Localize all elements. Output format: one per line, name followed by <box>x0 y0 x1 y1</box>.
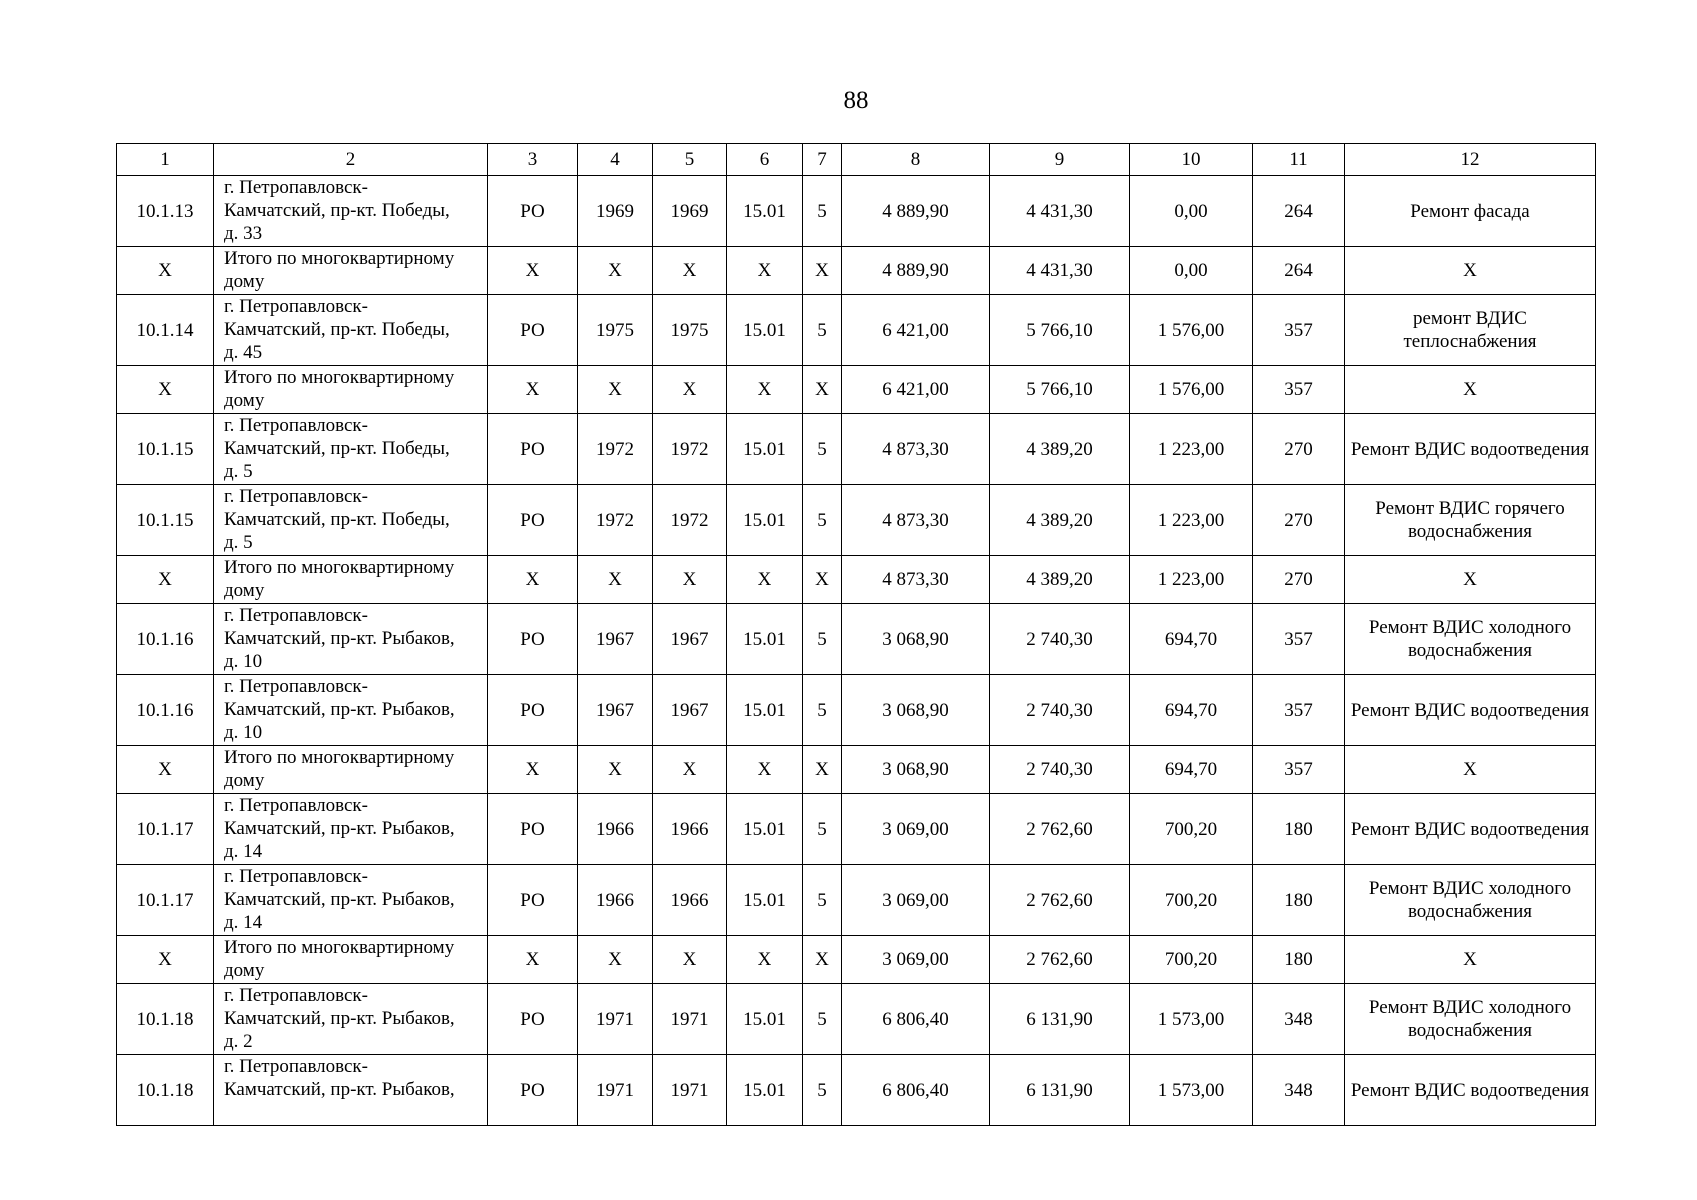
address-cell <box>214 1055 488 1126</box>
address-line: Камчатский, пр-кт. Рыбаков, <box>224 818 455 839</box>
col8-cell: 4 873,30 <box>842 414 990 485</box>
col9-cell: 2 762,60 <box>990 936 1130 984</box>
col7-cell: Х <box>803 556 842 604</box>
col9-cell: 2 762,60 <box>990 794 1130 865</box>
col5-cell: 1975 <box>653 295 727 366</box>
work-type-cell: Х <box>1345 936 1596 984</box>
col7-cell: Х <box>803 746 842 794</box>
col3-cell: РО <box>488 176 578 247</box>
work-type-cell: Ремонт ВДИС холодного водоснабжения <box>1345 865 1596 936</box>
col9-cell: 4 431,30 <box>990 176 1130 247</box>
address-cell <box>214 794 488 865</box>
table-row <box>117 604 1596 675</box>
work-type-cell: Ремонт ВДИС водоотведения <box>1345 794 1596 865</box>
col3-cell: Х <box>488 746 578 794</box>
col9-cell: 4 431,30 <box>990 247 1130 295</box>
col3-cell: РО <box>488 865 578 936</box>
table-row <box>117 1055 1596 1126</box>
address-line: д. 45 <box>224 342 263 363</box>
row-number-cell: 10.1.15 <box>117 485 214 556</box>
col4-cell: 1975 <box>578 295 653 366</box>
header-cell: 1 <box>117 144 214 176</box>
col11-cell: 348 <box>1253 1055 1345 1126</box>
col6-cell: Х <box>727 556 803 604</box>
col3-cell: РО <box>488 295 578 366</box>
col11-cell: 357 <box>1253 675 1345 746</box>
address-cell <box>214 936 488 984</box>
work-type-cell: Ремонт ВДИС холодного водоснабжения <box>1345 604 1596 675</box>
col9-cell: 2 740,30 <box>990 746 1130 794</box>
col10-cell: 1 223,00 <box>1130 414 1253 485</box>
address-cell <box>214 485 488 556</box>
col7-cell: Х <box>803 366 842 414</box>
col4-cell: 1972 <box>578 485 653 556</box>
col7-cell: 5 <box>803 675 842 746</box>
col11-cell: 357 <box>1253 604 1345 675</box>
col7-cell: Х <box>803 936 842 984</box>
address-line: д. 2 <box>224 1031 253 1052</box>
address-line: г. Петропавловск- <box>224 866 368 887</box>
total-row <box>117 936 1596 984</box>
col5-cell: 1966 <box>653 865 727 936</box>
col11-cell: 270 <box>1253 414 1345 485</box>
address-line: д. 14 <box>224 841 263 862</box>
table-row <box>117 295 1596 366</box>
col3-cell: РО <box>488 604 578 675</box>
address-line: дому <box>224 770 265 791</box>
total-row <box>117 247 1596 295</box>
col7-cell: 5 <box>803 295 842 366</box>
col3-cell: РО <box>488 485 578 556</box>
col10-cell: 0,00 <box>1130 176 1253 247</box>
address-cell <box>214 176 488 247</box>
address-cell <box>214 675 488 746</box>
col8-cell: 6 806,40 <box>842 984 990 1055</box>
col10-cell: 1 223,00 <box>1130 485 1253 556</box>
address-line: д. 14 <box>224 912 263 933</box>
col10-cell: 700,20 <box>1130 865 1253 936</box>
address-cell <box>214 366 488 414</box>
col3-cell: РО <box>488 794 578 865</box>
row-number-cell: Х <box>117 936 214 984</box>
col11-cell: 264 <box>1253 176 1345 247</box>
address-line: Итого по многоквартирному <box>224 747 455 768</box>
col5-cell: 1967 <box>653 604 727 675</box>
col5-cell: Х <box>653 247 727 295</box>
col7-cell: 5 <box>803 794 842 865</box>
table-body <box>117 144 1596 1126</box>
page-number: 88 <box>843 87 869 114</box>
col10-cell: 1 573,00 <box>1130 1055 1253 1126</box>
address-line: дому <box>224 580 265 601</box>
col7-cell: 5 <box>803 604 842 675</box>
col9-cell: 2 762,60 <box>990 865 1130 936</box>
col10-cell: 694,70 <box>1130 675 1253 746</box>
address-line: г. Петропавловск- <box>224 985 368 1006</box>
col6-cell: 15.01 <box>727 984 803 1055</box>
col8-cell: 6 421,00 <box>842 295 990 366</box>
row-number-cell: 10.1.17 <box>117 865 214 936</box>
col8-cell: 4 873,30 <box>842 485 990 556</box>
address-line: г. Петропавловск- <box>224 795 368 816</box>
col7-cell: 5 <box>803 414 842 485</box>
col9-cell: 2 740,30 <box>990 675 1130 746</box>
col4-cell: 1967 <box>578 604 653 675</box>
col5-cell: Х <box>653 936 727 984</box>
col5-cell: 1967 <box>653 675 727 746</box>
header-cell: 7 <box>803 144 842 176</box>
table-row <box>117 865 1596 936</box>
work-type-cell: ремонт ВДИС теплоснабжения <box>1345 295 1596 366</box>
col8-cell: 3 069,00 <box>842 865 990 936</box>
address-line: д. 5 <box>224 461 253 482</box>
work-type-cell: Ремонт ВДИС горячего водоснабжения <box>1345 485 1596 556</box>
col3-cell: РО <box>488 414 578 485</box>
header-cell: 2 <box>214 144 488 176</box>
row-number-cell: 10.1.14 <box>117 295 214 366</box>
table-row <box>117 675 1596 746</box>
col8-cell: 4 889,90 <box>842 247 990 295</box>
col7-cell: 5 <box>803 984 842 1055</box>
col11-cell: 180 <box>1253 794 1345 865</box>
col6-cell: 15.01 <box>727 794 803 865</box>
col9-cell: 4 389,20 <box>990 485 1130 556</box>
col3-cell: Х <box>488 556 578 604</box>
header-cell: 3 <box>488 144 578 176</box>
col3-cell: РО <box>488 675 578 746</box>
col11-cell: 180 <box>1253 865 1345 936</box>
header-cell: 5 <box>653 144 727 176</box>
col5-cell: 1972 <box>653 414 727 485</box>
address-line: г. Петропавловск- <box>224 676 368 697</box>
work-type-cell: Ремонт ВДИС водоотведения <box>1345 414 1596 485</box>
address-line: г. Петропавловск- <box>224 296 368 317</box>
address-line: дому <box>224 390 265 411</box>
col8-cell: 3 069,00 <box>842 794 990 865</box>
total-row <box>117 366 1596 414</box>
address-cell <box>214 247 488 295</box>
col5-cell: 1971 <box>653 984 727 1055</box>
col6-cell: 15.01 <box>727 414 803 485</box>
table-row <box>117 794 1596 865</box>
col4-cell: 1971 <box>578 1055 653 1126</box>
col10-cell: 0,00 <box>1130 247 1253 295</box>
col4-cell: Х <box>578 936 653 984</box>
col5-cell: Х <box>653 556 727 604</box>
col8-cell: 6 806,40 <box>842 1055 990 1126</box>
address-line: г. Петропавловск- <box>224 486 368 507</box>
address-line: Камчатский, пр-кт. Рыбаков, <box>224 1008 455 1029</box>
row-number-cell: 10.1.16 <box>117 675 214 746</box>
work-type-cell: Ремонт ВДИС водоотведения <box>1345 675 1596 746</box>
col6-cell: 15.01 <box>727 604 803 675</box>
col10-cell: 694,70 <box>1130 604 1253 675</box>
table-row <box>117 414 1596 485</box>
row-number-cell: 10.1.18 <box>117 984 214 1055</box>
col4-cell: 1972 <box>578 414 653 485</box>
address-line: Итого по многоквартирному <box>224 937 455 958</box>
col6-cell: Х <box>727 366 803 414</box>
address-cell <box>214 865 488 936</box>
col8-cell: 3 068,90 <box>842 604 990 675</box>
row-number-cell: Х <box>117 746 214 794</box>
col4-cell: Х <box>578 366 653 414</box>
col6-cell: 15.01 <box>727 1055 803 1126</box>
address-line: Камчатский, пр-кт. Рыбаков, <box>224 1079 455 1100</box>
col7-cell: 5 <box>803 485 842 556</box>
col11-cell: 270 <box>1253 485 1345 556</box>
address-line: дому <box>224 960 265 981</box>
address-line: Камчатский, пр-кт. Рыбаков, <box>224 699 455 720</box>
col4-cell: 1967 <box>578 675 653 746</box>
col10-cell: 1 223,00 <box>1130 556 1253 604</box>
col5-cell: Х <box>653 366 727 414</box>
col5-cell: 1969 <box>653 176 727 247</box>
address-line: Итого по многоквартирному <box>224 557 455 578</box>
col10-cell: 700,20 <box>1130 936 1253 984</box>
col5-cell: Х <box>653 746 727 794</box>
col11-cell: 348 <box>1253 984 1345 1055</box>
header-cell: 8 <box>842 144 990 176</box>
address-line: Камчатский, пр-кт. Победы, <box>224 438 450 459</box>
col4-cell: 1971 <box>578 984 653 1055</box>
address-line: г. Петропавловск- <box>224 1056 368 1077</box>
work-type-cell: Х <box>1345 366 1596 414</box>
address-line: дому <box>224 271 265 292</box>
address-line: д. 10 <box>224 651 263 672</box>
row-number-cell: Х <box>117 556 214 604</box>
row-number-cell: 10.1.15 <box>117 414 214 485</box>
row-number-cell: 10.1.18 <box>117 1055 214 1126</box>
address-line: г. Петропавловск- <box>224 177 368 198</box>
total-row <box>117 556 1596 604</box>
col9-cell: 4 389,20 <box>990 556 1130 604</box>
col9-cell: 5 766,10 <box>990 295 1130 366</box>
col8-cell: 3 068,90 <box>842 675 990 746</box>
work-plan-table <box>116 143 1596 1126</box>
table-row <box>117 485 1596 556</box>
col3-cell: РО <box>488 1055 578 1126</box>
col7-cell: Х <box>803 247 842 295</box>
header-cell: 10 <box>1130 144 1253 176</box>
col11-cell: 264 <box>1253 247 1345 295</box>
col6-cell: 15.01 <box>727 295 803 366</box>
row-number-cell: 10.1.13 <box>117 176 214 247</box>
col9-cell: 4 389,20 <box>990 414 1130 485</box>
header-cell: 11 <box>1253 144 1345 176</box>
col11-cell: 357 <box>1253 366 1345 414</box>
col11-cell: 270 <box>1253 556 1345 604</box>
col4-cell: Х <box>578 247 653 295</box>
header-cell: 6 <box>727 144 803 176</box>
address-cell <box>214 746 488 794</box>
address-line: д. 10 <box>224 722 263 743</box>
address-line: Камчатский, пр-кт. Победы, <box>224 319 450 340</box>
col11-cell: 180 <box>1253 936 1345 984</box>
col6-cell: Х <box>727 936 803 984</box>
table-row <box>117 176 1596 247</box>
col10-cell: 1 576,00 <box>1130 295 1253 366</box>
col5-cell: 1966 <box>653 794 727 865</box>
col6-cell: Х <box>727 746 803 794</box>
address-line: Итого по многоквартирному <box>224 367 455 388</box>
col4-cell: Х <box>578 746 653 794</box>
col4-cell: 1969 <box>578 176 653 247</box>
work-type-cell: Х <box>1345 746 1596 794</box>
address-cell <box>214 556 488 604</box>
row-number-cell: Х <box>117 366 214 414</box>
col10-cell: 1 576,00 <box>1130 366 1253 414</box>
table-row <box>117 984 1596 1055</box>
col8-cell: 6 421,00 <box>842 366 990 414</box>
address-cell <box>214 604 488 675</box>
work-type-cell: Ремонт ВДИС водоотведения <box>1345 1055 1596 1126</box>
col9-cell: 6 131,90 <box>990 1055 1130 1126</box>
address-line: Камчатский, пр-кт. Победы, <box>224 509 450 530</box>
col9-cell: 2 740,30 <box>990 604 1130 675</box>
col6-cell: Х <box>727 247 803 295</box>
work-type-cell: Ремонт фасада <box>1345 176 1596 247</box>
col11-cell: 357 <box>1253 295 1345 366</box>
header-cell: 9 <box>990 144 1130 176</box>
col3-cell: Х <box>488 247 578 295</box>
col9-cell: 6 131,90 <box>990 984 1130 1055</box>
work-type-cell: Х <box>1345 247 1596 295</box>
address-line: Камчатский, пр-кт. Рыбаков, <box>224 628 455 649</box>
col6-cell: 15.01 <box>727 865 803 936</box>
col10-cell: 1 573,00 <box>1130 984 1253 1055</box>
col3-cell: РО <box>488 984 578 1055</box>
col7-cell: 5 <box>803 865 842 936</box>
address-line: Камчатский, пр-кт. Рыбаков, <box>224 889 455 910</box>
col8-cell: 3 069,00 <box>842 936 990 984</box>
col4-cell: 1966 <box>578 865 653 936</box>
col7-cell: 5 <box>803 1055 842 1126</box>
header-cell: 12 <box>1345 144 1596 176</box>
col7-cell: 5 <box>803 176 842 247</box>
work-type-cell: Ремонт ВДИС холодного водоснабжения <box>1345 984 1596 1055</box>
address-line: Камчатский, пр-кт. Победы, <box>224 200 450 221</box>
address-cell <box>214 414 488 485</box>
col8-cell: 3 068,90 <box>842 746 990 794</box>
col8-cell: 4 873,30 <box>842 556 990 604</box>
work-type-cell: Х <box>1345 556 1596 604</box>
col6-cell: 15.01 <box>727 485 803 556</box>
col4-cell: 1966 <box>578 794 653 865</box>
header-cell: 4 <box>578 144 653 176</box>
header-row <box>117 144 1596 176</box>
row-number-cell: Х <box>117 247 214 295</box>
col5-cell: 1971 <box>653 1055 727 1126</box>
row-number-cell: 10.1.17 <box>117 794 214 865</box>
col10-cell: 694,70 <box>1130 746 1253 794</box>
address-line: д. 5 <box>224 532 253 553</box>
col11-cell: 357 <box>1253 746 1345 794</box>
address-line: д. 33 <box>224 223 263 244</box>
col9-cell: 5 766,10 <box>990 366 1130 414</box>
address-line: г. Петропавловск- <box>224 415 368 436</box>
col3-cell: Х <box>488 366 578 414</box>
row-number-cell: 10.1.16 <box>117 604 214 675</box>
col8-cell: 4 889,90 <box>842 176 990 247</box>
address-line: Итого по многоквартирному <box>224 248 455 269</box>
col3-cell: Х <box>488 936 578 984</box>
col6-cell: 15.01 <box>727 176 803 247</box>
col4-cell: Х <box>578 556 653 604</box>
address-line: г. Петропавловск- <box>224 605 368 626</box>
col10-cell: 700,20 <box>1130 794 1253 865</box>
col6-cell: 15.01 <box>727 675 803 746</box>
address-cell <box>214 295 488 366</box>
total-row <box>117 746 1596 794</box>
col5-cell: 1972 <box>653 485 727 556</box>
address-cell <box>214 984 488 1055</box>
